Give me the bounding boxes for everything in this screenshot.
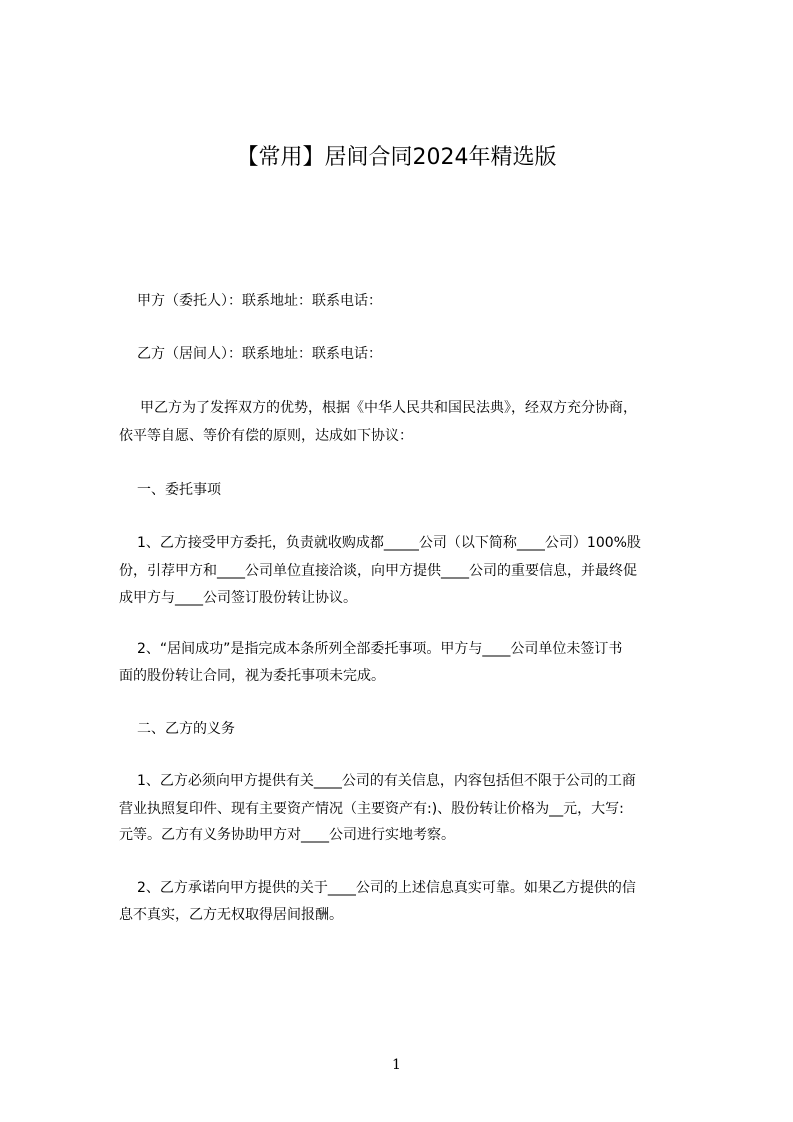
section-2-item-1-line-1: 1、乙方必须向甲方提供有关____公司的有关信息，内容包括但不限于公司的工商 [137, 773, 636, 789]
page-number: 1 [392, 1057, 401, 1073]
section-1-item-2-line-1: 2、“居间成功”是指完成本条所列全部委托事项。甲方与____公司单位未签订书 [137, 641, 623, 657]
section-2-item-2-line-2: 息不真实，乙方无权取得居间报酬。 [119, 907, 343, 923]
section-2-item-2-line-1: 2、乙方承诺向甲方提供的关于____公司的上述信息真实可靠。如果乙方提供的信 [137, 880, 636, 896]
intro-line-1: 甲乙方为了发挥双方的优势，根据《中华人民共和国民法典》，经双方充分协商， [140, 400, 637, 416]
document-title: 【常用】居间合同2024年精选版 [236, 145, 557, 170]
section-1-item-1-line-2: 份，引荐甲方和____公司单位直接洽谈，向甲方提供____公司的重要信息，并最终促 [119, 563, 637, 579]
party-a-line: 甲方（委托人）：联系地址：联系电话： [137, 293, 382, 309]
section-1-heading: 一、委托事项 [137, 482, 221, 498]
party-b-line: 乙方（居间人）：联系地址：联系电话： [137, 346, 382, 362]
section-2-item-1-line-3: 元等。乙方有义务协助甲方对____公司进行实地考察。 [119, 827, 455, 843]
section-1-item-1-line-1: 1、乙方接受甲方委托，负责就收购成都_____公司（以下简称____公司）100%股 [137, 535, 641, 551]
section-2-item-1-line-2: 营业执照复印件、现有主要资产情况（主要资产有:)、股份转让价格为__元，大写: [119, 801, 624, 817]
intro-line-2: 依平等自愿、等价有偿的原则，达成如下协议： [119, 428, 413, 444]
section-2-heading: 二、乙方的义务 [137, 721, 235, 737]
section-1-item-2-line-2: 面的股份转让合同，视为委托事项未完成。 [119, 668, 385, 684]
section-1-item-1-line-3: 成甲方与____公司签订股份转让协议。 [119, 590, 357, 606]
